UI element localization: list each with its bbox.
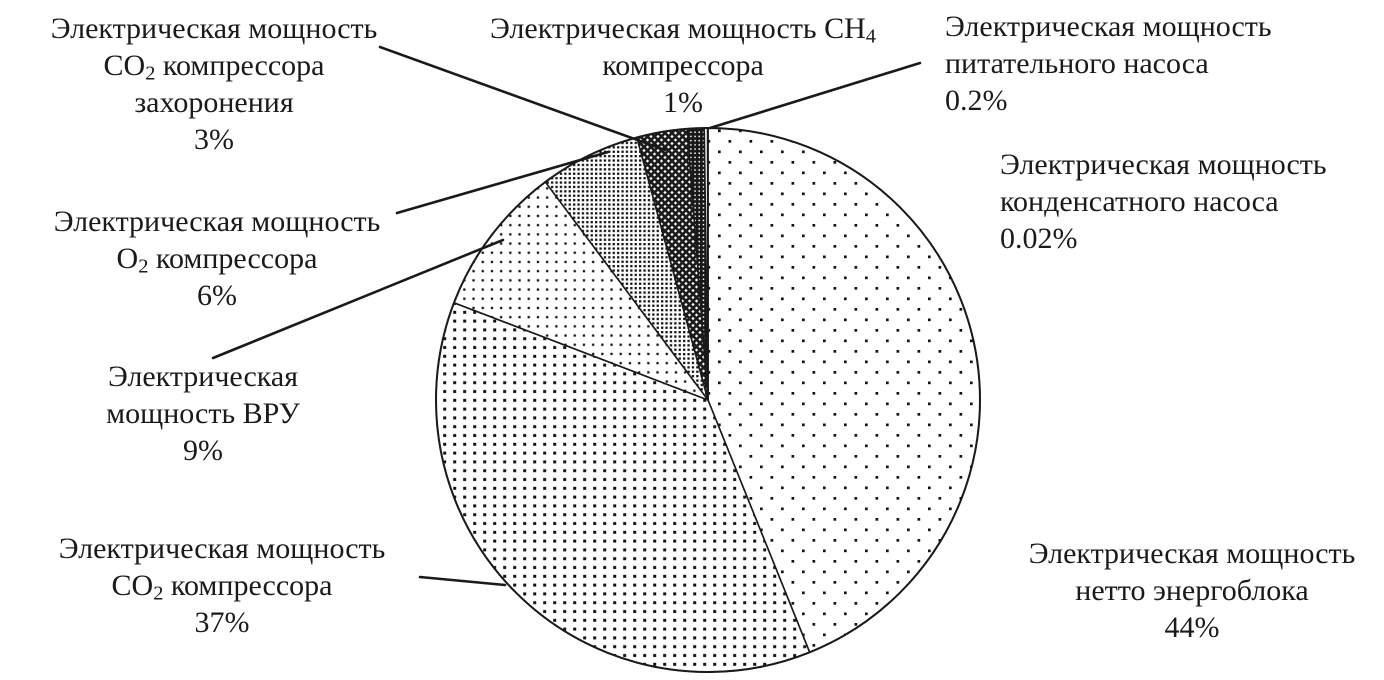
slice-label-line: мощность ВРУ xyxy=(106,397,300,430)
subscript: 2 xyxy=(138,255,149,278)
slice-percent: 6% xyxy=(196,279,237,312)
slice-percent: 9% xyxy=(183,434,223,467)
slice-label-netto-power-unit xyxy=(1029,535,1356,646)
leader-line-co2-compressor xyxy=(420,577,505,585)
slice-label-line: Электрическая мощность xyxy=(1028,537,1356,570)
slice-label-condensate-pump xyxy=(1000,146,1327,257)
subscript: 4 xyxy=(865,25,876,48)
slice-percent: 0.02% xyxy=(1000,222,1078,255)
slice-label-line: Электрическая мощность xyxy=(1000,148,1327,181)
slice-label-line: компрессора xyxy=(602,49,764,82)
slice-label-line: $CO_2$ компрессора xyxy=(111,569,333,605)
subscript: 2 xyxy=(145,62,156,85)
slice-label-o2-compressor xyxy=(54,203,381,314)
slice-percent: 3% xyxy=(193,123,234,156)
slice-percent: 1% xyxy=(662,86,703,119)
slice-label-line: $O_2$ компрессора xyxy=(116,242,318,278)
subscript: 2 xyxy=(153,582,164,605)
slice-percent: 0.2% xyxy=(945,84,1008,117)
slice-label-ch4-compressor xyxy=(490,10,876,121)
slice-label-vru xyxy=(106,358,300,469)
slice-label-line: захоронения xyxy=(134,86,294,119)
slice-label-line: Электрическая мощность xyxy=(53,205,381,238)
pie-slices xyxy=(436,128,980,672)
slice-label-feed-pump xyxy=(945,8,1272,119)
slice-label-line: питательного насоса xyxy=(945,47,1209,80)
slice-label-line: конденсатного насоса xyxy=(1000,185,1279,218)
slice-label-co2-burial-compressor xyxy=(51,10,378,158)
slice-label-co2-compressor xyxy=(59,530,386,641)
slice-label-line: Электрическая мощность $CH_4$ xyxy=(490,12,876,48)
slice-label-line: Электрическая мощность xyxy=(945,10,1272,43)
slice-label-line: Электрическая xyxy=(107,360,299,393)
slice-label-line: Электрическая мощность xyxy=(58,532,386,565)
slice-label-line: $CO_2$ компрессора xyxy=(103,49,325,85)
slice-label-line: Электрическая мощность xyxy=(50,12,378,45)
slice-percent: 37% xyxy=(194,606,250,639)
slice-percent: 44% xyxy=(1164,611,1220,644)
slice-label-line: нетто энергоблока xyxy=(1075,574,1309,607)
